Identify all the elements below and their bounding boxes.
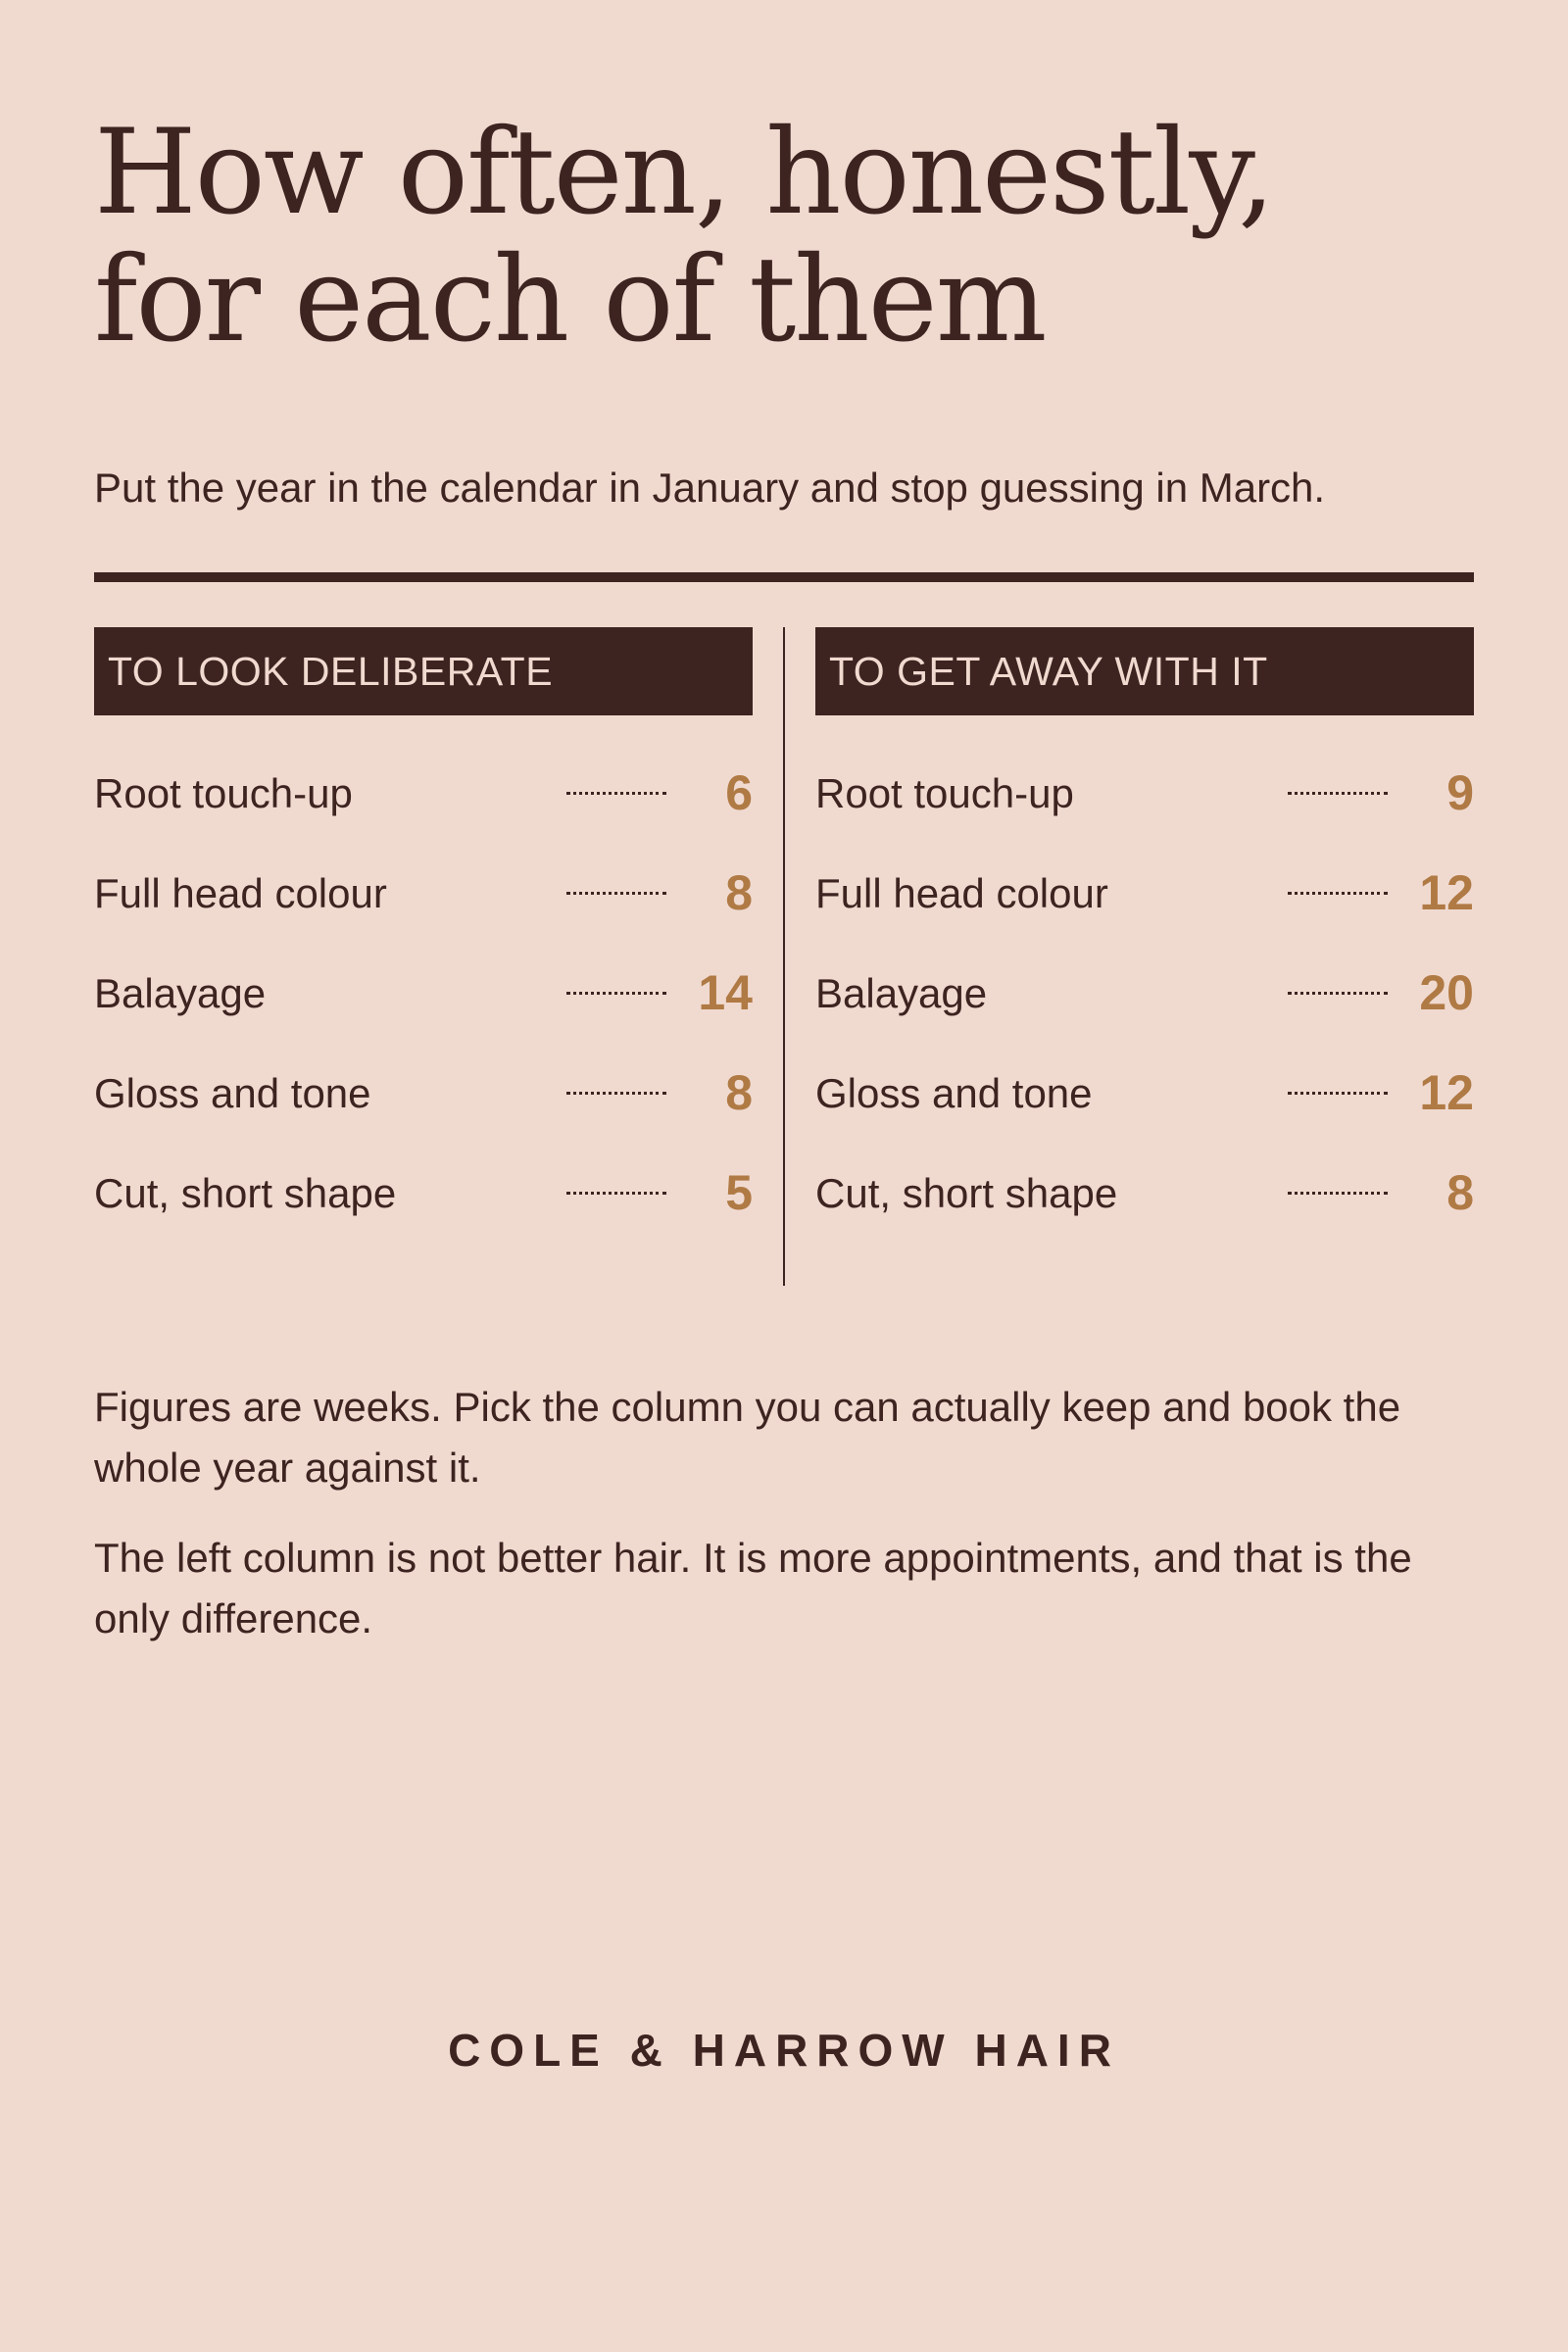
footnote-difference: The left column is not better hair. It is more appointments, and that is the only difference. <box>94 1535 1412 1642</box>
dot-leader <box>566 892 666 895</box>
weeks-value: 12 <box>1419 865 1474 920</box>
column-header: TO LOOK DELIBERATE <box>94 627 753 715</box>
weeks-value: 8 <box>725 1065 753 1120</box>
service-label: Cut, short shape <box>94 1170 397 1216</box>
column-rows <box>94 753 753 1252</box>
footnotes <box>94 1377 1474 1679</box>
weeks-value: 20 <box>1419 965 1474 1020</box>
page-title-line-1: How often, honestly, <box>94 105 1274 241</box>
page-subtitle: Put the year in the calendar in January and stop guessing in March. <box>94 465 1326 511</box>
brand-wordmark: COLE & HARROW HAIR <box>448 2025 1120 2076</box>
list-item <box>94 853 753 953</box>
list-item <box>94 1152 753 1252</box>
dot-leader <box>1288 1092 1388 1095</box>
footnote-weeks: Figures are weeks. Pick the column you can actually keep and book the whole year against it. <box>94 1384 1401 1491</box>
column-get-away <box>815 627 1474 1252</box>
list-item <box>94 1053 753 1152</box>
column-rows <box>815 753 1474 1252</box>
weeks-value: 12 <box>1419 1065 1474 1120</box>
weeks-value: 8 <box>1446 1165 1474 1220</box>
list-item <box>94 953 753 1053</box>
service-label: Gloss and tone <box>94 1070 371 1116</box>
service-label: Balayage <box>815 970 988 1016</box>
column-header: TO GET AWAY WITH IT <box>815 627 1474 715</box>
schedule-columns <box>94 627 1474 1286</box>
header-rule <box>94 572 1474 582</box>
service-label: Root touch-up <box>94 770 353 816</box>
service-label: Balayage <box>94 970 267 1016</box>
list-item <box>815 1053 1474 1152</box>
column-deliberate <box>94 627 753 1252</box>
page-title <box>94 0 1474 368</box>
dot-leader <box>566 992 666 995</box>
list-item <box>94 753 753 853</box>
weeks-value: 6 <box>725 765 753 820</box>
list-item <box>815 1152 1474 1252</box>
dot-leader <box>566 1092 666 1095</box>
list-item <box>815 753 1474 853</box>
dot-leader <box>566 792 666 795</box>
list-item <box>815 953 1474 1053</box>
service-label: Full head colour <box>815 870 1108 916</box>
list-item <box>815 853 1474 953</box>
service-label: Root touch-up <box>815 770 1074 816</box>
page-title-line-2: for each of them <box>94 232 1046 368</box>
column-divider <box>783 627 785 1286</box>
dot-leader <box>1288 792 1388 795</box>
dot-leader <box>1288 892 1388 895</box>
weeks-value: 14 <box>698 965 753 1020</box>
dot-leader <box>1288 1192 1388 1195</box>
dot-leader <box>566 1192 666 1195</box>
service-label: Full head colour <box>94 870 387 916</box>
weeks-value: 8 <box>725 865 753 920</box>
weeks-value: 5 <box>725 1165 753 1220</box>
service-label: Cut, short shape <box>815 1170 1118 1216</box>
dot-leader <box>1288 992 1388 995</box>
service-label: Gloss and tone <box>815 1070 1093 1116</box>
weeks-value: 9 <box>1446 765 1474 820</box>
